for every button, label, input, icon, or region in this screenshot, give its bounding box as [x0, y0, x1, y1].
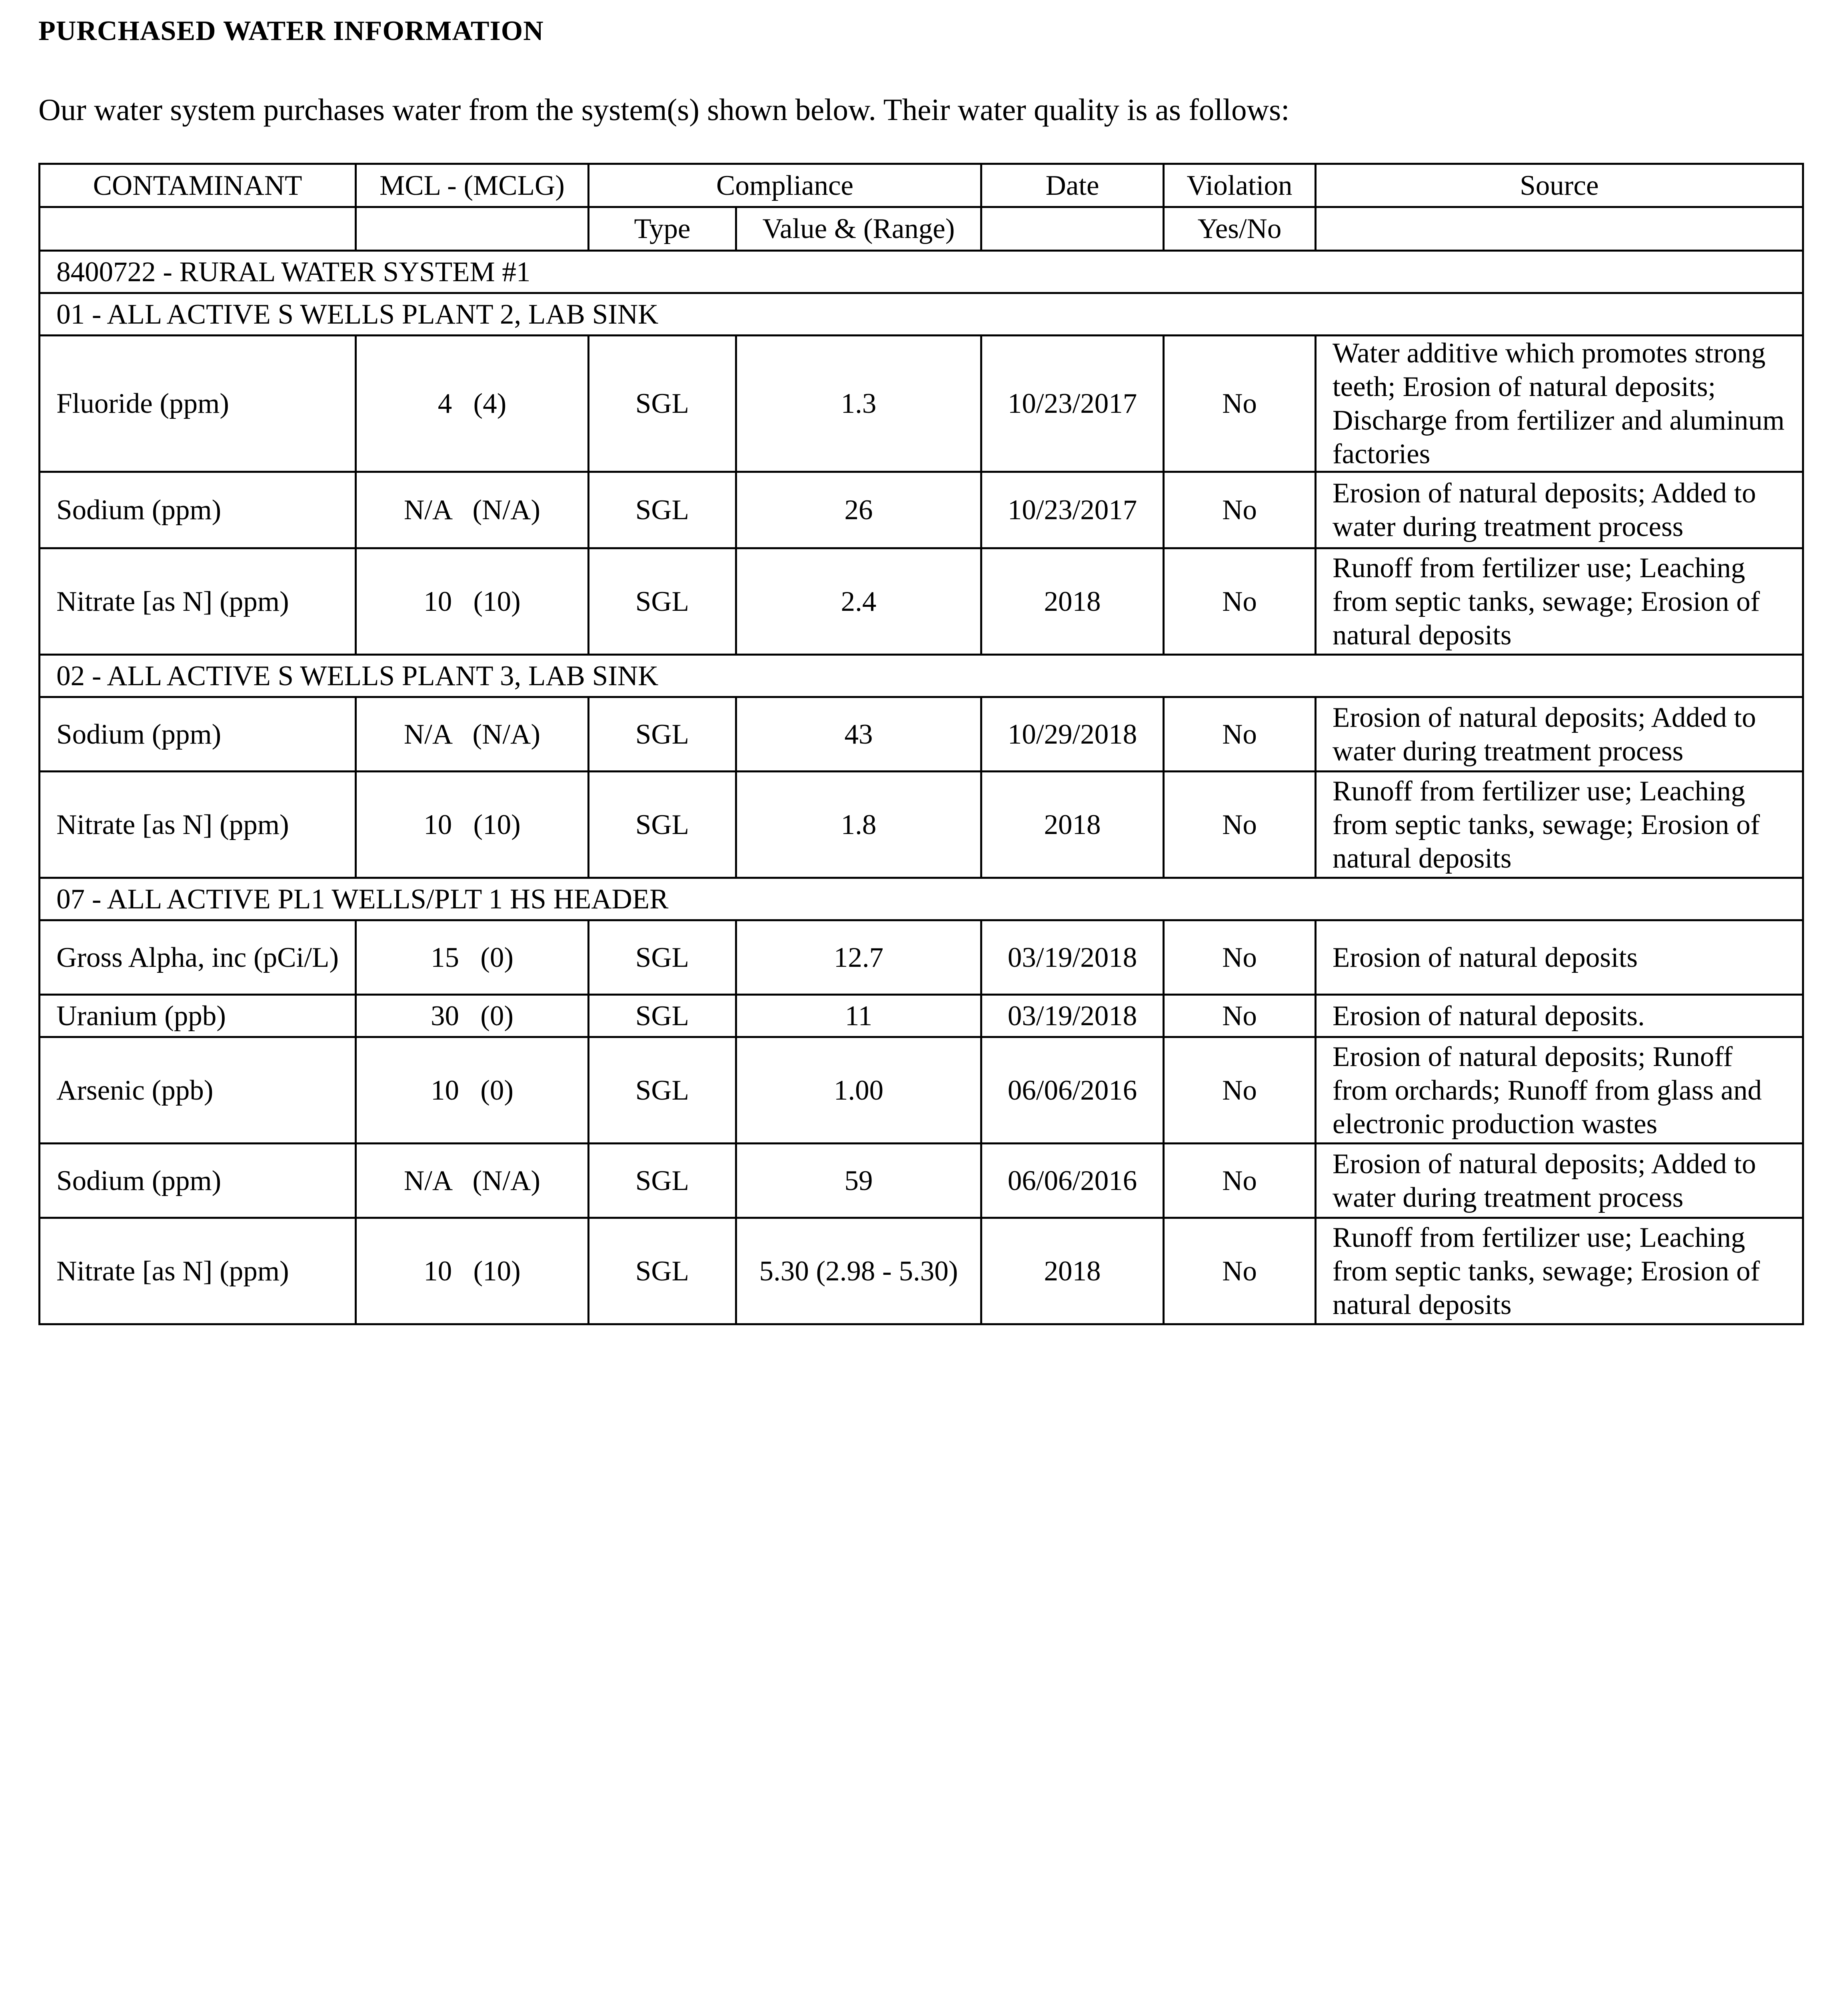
- violation-cell: No: [1164, 1037, 1316, 1144]
- header-date: Date: [981, 164, 1164, 207]
- source-cell: Erosion of natural deposits; Added to water during treatment process: [1316, 472, 1803, 548]
- header-violation: Violation: [1164, 164, 1316, 207]
- type-cell: SGL: [589, 548, 736, 655]
- header-mcl: MCL - (MCLG): [356, 164, 589, 207]
- table-row: [40, 920, 1803, 995]
- value-cell: 43: [736, 697, 981, 772]
- source-cell: Erosion of natural deposits; Runoff from orchards; Runoff from glass and electronic production wastes: [1316, 1037, 1803, 1144]
- source-cell: Erosion of natural deposits.: [1316, 995, 1803, 1037]
- type-cell: SGL: [589, 1218, 736, 1324]
- subheader-yes-no: Yes/No: [1164, 207, 1316, 251]
- violation-cell: No: [1164, 697, 1316, 772]
- contaminant-cell: Arsenic (ppb): [40, 1037, 356, 1144]
- source-cell: Runoff from fertilizer use; Leaching from septic tanks, sewage; Erosion of natural deposits: [1316, 548, 1803, 655]
- header-source: Source: [1316, 164, 1803, 207]
- value-cell: 1.8: [736, 772, 981, 878]
- value-cell: 12.7: [736, 920, 981, 995]
- subheader-blank: [1316, 207, 1803, 251]
- table-row: [40, 472, 1803, 548]
- date-cell: 06/06/2016: [981, 1037, 1164, 1144]
- contaminant-cell: Nitrate [as N] (ppm): [40, 772, 356, 878]
- header-compliance: Compliance: [589, 164, 981, 207]
- subheader-blank: [40, 207, 356, 251]
- subheader-blank: [981, 207, 1164, 251]
- value-cell: 2.4: [736, 548, 981, 655]
- type-cell: SGL: [589, 1144, 736, 1218]
- mcl-cell: N/A (N/A): [356, 697, 589, 772]
- mcl-cell: 10 (0): [356, 1037, 589, 1144]
- mcl-cell: 10 (10): [356, 548, 589, 655]
- value-cell: 1.3: [736, 336, 981, 472]
- value-cell: 11: [736, 995, 981, 1037]
- subheader-type: Type: [589, 207, 736, 251]
- source-cell: Erosion of natural deposits: [1316, 920, 1803, 995]
- mcl-cell: N/A (N/A): [356, 1144, 589, 1218]
- type-cell: SGL: [589, 772, 736, 878]
- date-cell: 10/23/2017: [981, 472, 1164, 548]
- table-row: [40, 1218, 1803, 1324]
- type-cell: SGL: [589, 920, 736, 995]
- type-cell: SGL: [589, 336, 736, 472]
- date-cell: 03/19/2018: [981, 920, 1164, 995]
- subheader-value-range: Value & (Range): [736, 207, 981, 251]
- value-cell: 59: [736, 1144, 981, 1218]
- system-row: [40, 251, 1803, 293]
- source-cell: Runoff from fertilizer use; Leaching from septic tanks, sewage; Erosion of natural deposits: [1316, 1218, 1803, 1324]
- date-cell: 06/06/2016: [981, 1144, 1164, 1218]
- section-label: 07 - ALL ACTIVE PL1 WELLS/PLT 1 HS HEADER: [40, 878, 1803, 920]
- violation-cell: No: [1164, 548, 1316, 655]
- table-row: [40, 336, 1803, 472]
- contaminant-cell: Sodium (ppm): [40, 697, 356, 772]
- date-cell: 2018: [981, 772, 1164, 878]
- contaminant-cell: Uranium (ppb): [40, 995, 356, 1037]
- system-name: 8400722 - RURAL WATER SYSTEM #1: [40, 251, 1803, 293]
- section-row: [40, 293, 1803, 336]
- violation-cell: No: [1164, 1218, 1316, 1324]
- mcl-cell: 15 (0): [356, 920, 589, 995]
- source-cell: Erosion of natural deposits; Added to water during treatment process: [1316, 697, 1803, 772]
- table-row: [40, 1037, 1803, 1144]
- contaminant-cell: Fluoride (ppm): [40, 336, 356, 472]
- header-contaminant: CONTAMINANT: [40, 164, 356, 207]
- contaminant-cell: Nitrate [as N] (ppm): [40, 1218, 356, 1324]
- source-cell: Erosion of natural deposits; Added to water during treatment process: [1316, 1144, 1803, 1218]
- intro-text: Our water system purchases water from the system(s) shown below. Their water quality is as follows:: [38, 92, 1290, 127]
- mcl-cell: 4 (4): [356, 336, 589, 472]
- date-cell: 10/29/2018: [981, 697, 1164, 772]
- value-cell: 26: [736, 472, 981, 548]
- value-cell: 1.00: [736, 1037, 981, 1144]
- header-row: [40, 164, 1803, 207]
- table-row: [40, 697, 1803, 772]
- type-cell: SGL: [589, 1037, 736, 1144]
- date-cell: 2018: [981, 1218, 1164, 1324]
- source-cell: Runoff from fertilizer use; Leaching from septic tanks, sewage; Erosion of natural deposits: [1316, 772, 1803, 878]
- mcl-cell: 30 (0): [356, 995, 589, 1037]
- mcl-cell: 10 (10): [356, 772, 589, 878]
- page-title: PURCHASED WATER INFORMATION: [38, 16, 544, 46]
- contaminant-cell: Gross Alpha, inc (pCi/L): [40, 920, 356, 995]
- section-label: 01 - ALL ACTIVE S WELLS PLANT 2, LAB SINK: [40, 293, 1803, 336]
- type-cell: SGL: [589, 697, 736, 772]
- mcl-cell: 10 (10): [356, 1218, 589, 1324]
- mcl-cell: N/A (N/A): [356, 472, 589, 548]
- date-cell: 03/19/2018: [981, 995, 1164, 1037]
- type-cell: SGL: [589, 995, 736, 1037]
- water-quality-table: [38, 163, 1804, 1325]
- violation-cell: No: [1164, 920, 1316, 995]
- violation-cell: No: [1164, 995, 1316, 1037]
- date-cell: 10/23/2017: [981, 336, 1164, 472]
- violation-cell: No: [1164, 336, 1316, 472]
- contaminant-cell: Nitrate [as N] (ppm): [40, 548, 356, 655]
- contaminant-cell: Sodium (ppm): [40, 472, 356, 548]
- table-row: [40, 995, 1803, 1037]
- table-row: [40, 1144, 1803, 1218]
- table-row: [40, 548, 1803, 655]
- date-cell: 2018: [981, 548, 1164, 655]
- violation-cell: No: [1164, 1144, 1316, 1218]
- subheader-row: [40, 207, 1803, 251]
- violation-cell: No: [1164, 472, 1316, 548]
- table-row: [40, 772, 1803, 878]
- contaminant-cell: Sodium (ppm): [40, 1144, 356, 1218]
- section-label: 02 - ALL ACTIVE S WELLS PLANT 3, LAB SINK: [40, 655, 1803, 697]
- subheader-blank: [356, 207, 589, 251]
- section-row: [40, 878, 1803, 920]
- source-cell: Water additive which promotes strong teeth; Erosion of natural deposits; Discharge from fertilizer and aluminum factories: [1316, 336, 1803, 472]
- value-cell: 5.30 (2.98 - 5.30): [736, 1218, 981, 1324]
- violation-cell: No: [1164, 772, 1316, 878]
- type-cell: SGL: [589, 472, 736, 548]
- section-row: [40, 655, 1803, 697]
